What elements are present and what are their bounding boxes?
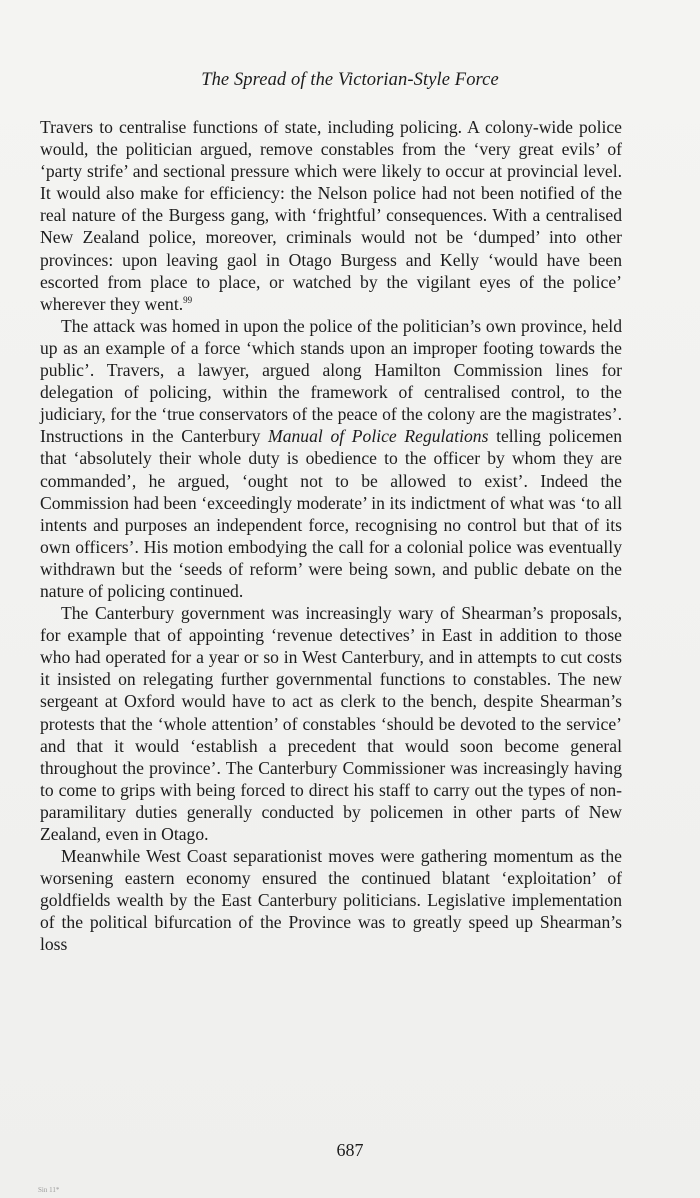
page-number: 687 (336, 1140, 364, 1160)
paragraph-text: telling policemen that ‘absolutely their whole duty is obedience to the officer by whom they are commanded’, he argued, ‘ought not to be allowed to exist’. Indeed the Commission had been ‘exceedingly moderate’ in its indictment of what was ‘to all intents and purposes an independent force, recognising no control but that of its own officers’. His motion embodying the call for a colonial police was eventually withdrawn but the ‘seeds of reform’ were being sown, and public debate on the nature of policing continued. (40, 426, 622, 601)
paragraph-text: The Canterbury government was increasingly wary of Shearman’s proposals, for example that of appointing ‘revenue detectives’ in East in addition to those who had operated for a year or so in West Canterbury, and in attempts to cut costs it insisted on relegating further governmental functions to constables. The new sergeant at Oxford would have to act as clerk to the bench, despite Shearman’s protests that the ‘whole attention’ of constables ‘should be devoted to the service’ and that it would ‘establish a precedent that would soon become general throughout the province’. The Canterbury Commissioner was increasingly having to come to grips with being forced to direct his staff to carry out the types of non-paramilitary duties generally conducted by policemen in other parts of New Zealand, even in Otago. (40, 603, 622, 844)
body-text (40, 116, 622, 956)
footnote-marker: 99 (183, 294, 193, 305)
paragraph-text: The attack was homed in upon the police of the politician’s own province, held up as an example of a force ‘which stands upon an improper footing towards the public’. Travers, a lawyer, argued along Hamilton Commission lines for delegation of policing, within the framework of centralised control, to the judiciary, for the ‘true conservators of the peace of the colony are the magistrates’. Instructions in the Canterbury (40, 315, 622, 447)
paragraph-text: Travers to centralise functions of state, including policing. A colony-wide police would, the politician argued, remove constables from the ‘very great evils’ of ‘party strife’ and sectional pressure which were likely to occur at provincial level. It would also make for efficiency: the Nelson police had not been notified of the real nature of the Burgess gang, with ‘frightful’ consequences. With a centralised New Zealand police, moreover, criminals would not be ‘dumped’ into other provinces: upon leaving gaol in Otago Burgess and Kelly ‘would have been escorted from place to place, or watched by the vigilant eyes of the police’ wherever they went. (40, 117, 622, 314)
paragraph-text: Meanwhile West Coast separationist moves were gathering momentum as the worsening eastern economy ensured the continued blatant ‘exploitation’ of goldfields wealth by the East Canterbury politicians. Legislative implementation of the political bifurcation of the Province was to greatly speed up Shearman’s loss (40, 846, 622, 955)
paragraph (40, 116, 622, 315)
paragraph (40, 602, 622, 845)
paragraph (40, 315, 622, 602)
corner-mark: Sin 11* (38, 1186, 60, 1194)
running-head: The Spread of the Victorian-Style Force (201, 70, 499, 90)
italic-title: Manual of Police Regulations (268, 426, 489, 447)
paragraph (40, 845, 622, 955)
